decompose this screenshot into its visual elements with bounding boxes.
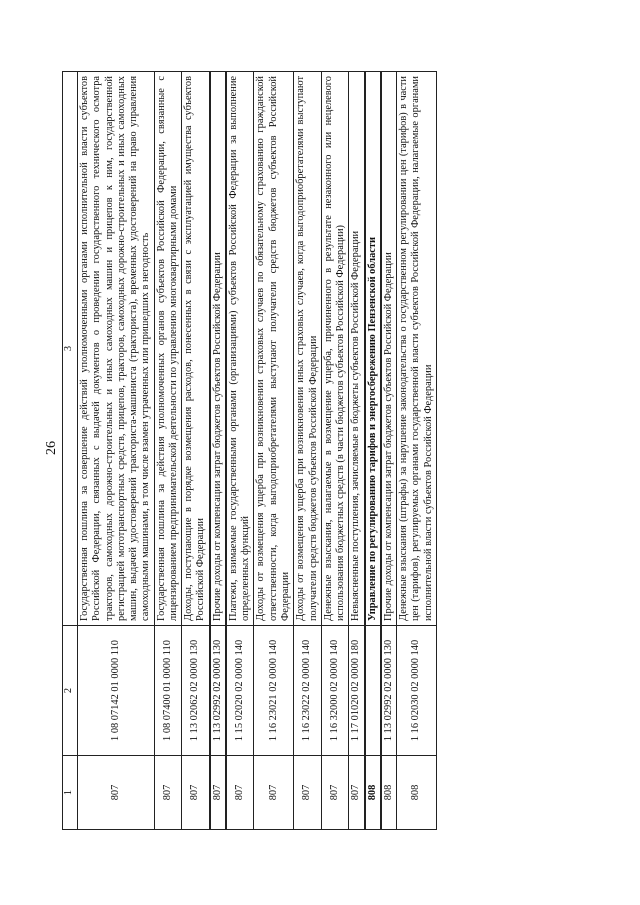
table-row xyxy=(78,72,155,830)
budget-code-cell xyxy=(365,626,381,756)
revenue-name-cell: Прочие доходы от компенсации затрат бюджетов субъектов Российской Федерации xyxy=(381,72,397,626)
revenue-name-cell: Невыясненные поступления, зачисляемые в бюджеты субъектов Российской Федерации xyxy=(349,72,365,626)
revenue-name-cell: Прочие доходы от компенсации затрат бюджетов субъектов Российской Федерации xyxy=(210,72,226,626)
table-row xyxy=(349,72,365,830)
table-row xyxy=(294,72,322,830)
header-col-3: 3 xyxy=(63,72,78,626)
table-row xyxy=(365,72,381,830)
budget-code-cell: 1 15 02020 02 0000 140 xyxy=(226,626,254,756)
admin-code-cell: 807 xyxy=(321,756,349,830)
budget-code-cell: 1 13 02062 02 0000 130 xyxy=(182,626,210,756)
header-col-2: 2 xyxy=(63,626,78,756)
revenue-name-cell: Доходы от возмещения ущерба при возникновении иных страховых случаев, когда выгодоприобретателями выступают получатели средств бюджетов субъектов Российской Федерации xyxy=(294,72,322,626)
budget-code-cell: 1 17 01020 02 0000 180 xyxy=(349,626,365,756)
rotated-table-container xyxy=(62,72,602,830)
admin-code-cell: 807 xyxy=(294,756,322,830)
revenue-name-cell: Денежные взыскания (штрафы) за нарушение законодательства о государственном регулировании цен (тарифов) в части цен (тарифов), регулируемых органами государственной власти субъектов Российской Федерации, налагаемые органами исполнительной власти субъектов Российской Федерации xyxy=(397,72,437,626)
budget-code-cell: 1 13 02992 02 0000 130 xyxy=(381,626,397,756)
admin-code-cell: 807 xyxy=(254,756,294,830)
table-row xyxy=(381,72,397,830)
revenue-name-cell: Платежи, взимаемые государственными органами (организациями) субъектов Российской Федерации за выполнение определенных функций xyxy=(226,72,254,626)
budget-code-cell: 1 08 07142 01 0000 110 xyxy=(78,626,155,756)
budget-code-cell: 1 16 23021 02 0000 140 xyxy=(254,626,294,756)
table-row xyxy=(226,72,254,830)
revenue-name-cell: Доходы от возмещения ущерба при возникновении страховых случаев по обязательному страхованию гражданской ответственности, когда выгодоприобретателями выступают получатели средств бюджетов субъектов Российской Федерации xyxy=(254,72,294,626)
table-row xyxy=(182,72,210,830)
admin-code-cell: 807 xyxy=(349,756,365,830)
admin-code-cell: 807 xyxy=(154,756,182,830)
header-col-1: 1 xyxy=(63,756,78,830)
revenue-name-cell: Управление по регулированию тарифов и энергосбережению Пензенской области xyxy=(365,72,381,626)
revenue-classification-table xyxy=(62,71,437,830)
admin-code-cell: 808 xyxy=(397,756,437,830)
page-number: 26 xyxy=(44,441,59,455)
revenue-name-cell: Государственная пошлина за совершение действий уполномоченными органами исполнительной власти субъектов Российской Федерации, связанных с выдачей документов о проведении государственного технического осмотра тракторов, самоходных дорожно-строительных и иных самоходных машин и прицепов к ним, государственной регистрацией мототранспортных средств, прицепов, тракторов, самоходных дорожно-строительных и иных самоходных машин, выдачей удостоверений тракториста-машиниста (тракториста), временных удостоверений на право управления самоходными машинами, в том числе взамен утраченных или пришедших в негодность xyxy=(78,72,155,626)
budget-code-cell: 1 13 02992 02 0000 130 xyxy=(210,626,226,756)
admin-code-cell: 807 xyxy=(210,756,226,830)
table-header-row xyxy=(63,72,78,830)
table-row xyxy=(321,72,349,830)
admin-code-cell: 808 xyxy=(381,756,397,830)
table-row xyxy=(254,72,294,830)
budget-code-cell: 1 16 32000 02 0000 140 xyxy=(321,626,349,756)
table-row xyxy=(397,72,437,830)
admin-code-cell: 807 xyxy=(226,756,254,830)
revenue-name-cell: Государственная пошлина за действия уполномоченных органов субъектов Российской Федерации, связанные с лицензированием предпринимательской деятельности по управлению многоквартирными домами xyxy=(154,72,182,626)
table-row xyxy=(210,72,226,830)
admin-code-cell: 807 xyxy=(182,756,210,830)
budget-code-cell: 1 16 02030 02 0000 140 xyxy=(397,626,437,756)
budget-code-cell: 1 08 07400 01 0000 110 xyxy=(154,626,182,756)
admin-code-cell: 807 xyxy=(78,756,155,830)
budget-code-cell: 1 16 23022 02 0000 140 xyxy=(294,626,322,756)
admin-code-cell: 808 xyxy=(365,756,381,830)
table-row xyxy=(154,72,182,830)
revenue-name-cell: Доходы, поступающие в порядке возмещения расходов, понесенных в связи с эксплуатацией имущества субъектов Российской Федерации xyxy=(182,72,210,626)
revenue-name-cell: Денежные взыскания, налагаемые в возмещение ущерба, причиненного в результате незаконного или нецелевого использования бюджетных средств (в части бюджетов субъектов Российской Федерации) xyxy=(321,72,349,626)
